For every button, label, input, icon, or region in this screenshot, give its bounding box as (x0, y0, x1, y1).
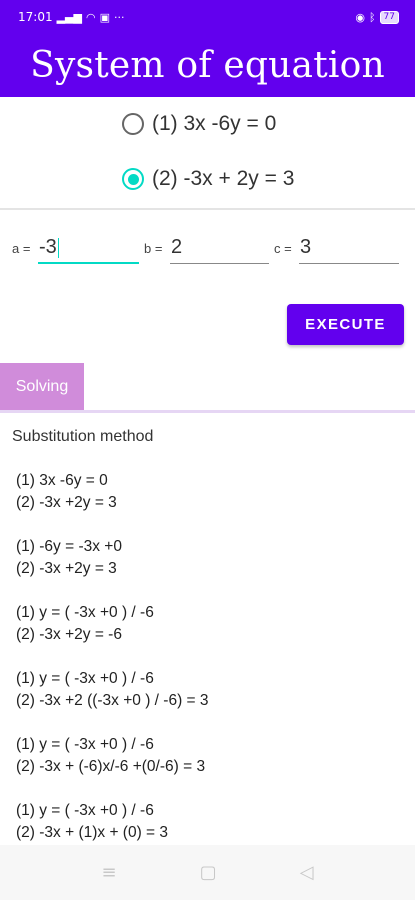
step-group (16, 602, 209, 646)
more-icon: ··· (114, 10, 125, 24)
status-bar (0, 0, 415, 34)
step-group (16, 668, 209, 712)
navigation-bar (0, 845, 415, 900)
step-group (16, 734, 209, 778)
equation-option-2[interactable] (122, 167, 294, 191)
menu-icon[interactable]: ≡ (101, 862, 117, 883)
app-notification-icon: ▣ (99, 10, 110, 24)
signal-icon: ▂▄▆ (56, 10, 82, 24)
step-line: (2) -3x +2y = 3 (16, 560, 117, 577)
step-line: (2) -3x + (-6)x/-6 +(0/-6) = 3 (16, 758, 206, 775)
equation-option-1[interactable] (122, 112, 276, 136)
back-icon[interactable]: ◁ (299, 862, 314, 883)
c-input[interactable] (299, 232, 399, 264)
battery-icon: 77 (380, 11, 399, 24)
equation-label-2: (2) -3x + 2y = 3 (152, 167, 295, 190)
bluetooth-icon: ᛒ (368, 10, 376, 24)
radio-unchecked-icon[interactable] (122, 113, 144, 135)
radio-checked-icon[interactable] (122, 168, 144, 190)
a-label: a = (12, 241, 31, 256)
solution-steps (16, 470, 209, 866)
b-label: b = (144, 241, 163, 256)
tab-underline (0, 410, 415, 413)
method-title: Substitution method (12, 428, 154, 445)
step-line: (1) y = ( -3x +0 ) / -6 (16, 670, 154, 687)
page-title: System of equation (30, 45, 385, 86)
divider (0, 208, 415, 210)
status-time: 17:01 (18, 10, 53, 24)
app-header (0, 34, 415, 97)
step-group (16, 800, 209, 844)
step-line: (1) y = ( -3x +0 ) / -6 (16, 736, 154, 753)
home-icon[interactable]: ▢ (199, 862, 217, 883)
tab-solving[interactable]: Solving (0, 363, 84, 411)
a-input[interactable] (38, 232, 139, 264)
step-group (16, 470, 209, 514)
equation-label-1: (1) 3x -6y = 0 (152, 112, 277, 135)
step-line: (2) -3x +2y = 3 (16, 494, 117, 511)
b-input[interactable] (170, 232, 269, 264)
status-right (355, 11, 399, 24)
radio-dot (128, 174, 139, 185)
execute-button[interactable]: EXECUTE (287, 304, 404, 345)
step-line: (1) 3x -6y = 0 (16, 472, 108, 489)
eye-icon: ◉ (355, 10, 365, 24)
a-value: -3 (39, 236, 57, 258)
step-line: (1) y = ( -3x +0 ) / -6 (16, 604, 154, 621)
step-line: (1) -6y = -3x +0 (16, 538, 122, 555)
step-group (16, 536, 209, 580)
step-line: (2) -3x + (1)x + (0) = 3 (16, 824, 169, 841)
step-line: (1) y = ( -3x +0 ) / -6 (16, 802, 154, 819)
b-value: 2 (171, 236, 183, 258)
step-line: (2) -3x +2y = -6 (16, 626, 122, 643)
c-value: 3 (300, 236, 312, 258)
wifi-icon: ◠ (85, 10, 96, 24)
status-left (18, 10, 125, 24)
text-cursor (58, 238, 59, 258)
c-label: c = (274, 241, 292, 256)
step-line: (2) -3x +2 ((-3x +0 ) / -6) = 3 (16, 692, 209, 709)
